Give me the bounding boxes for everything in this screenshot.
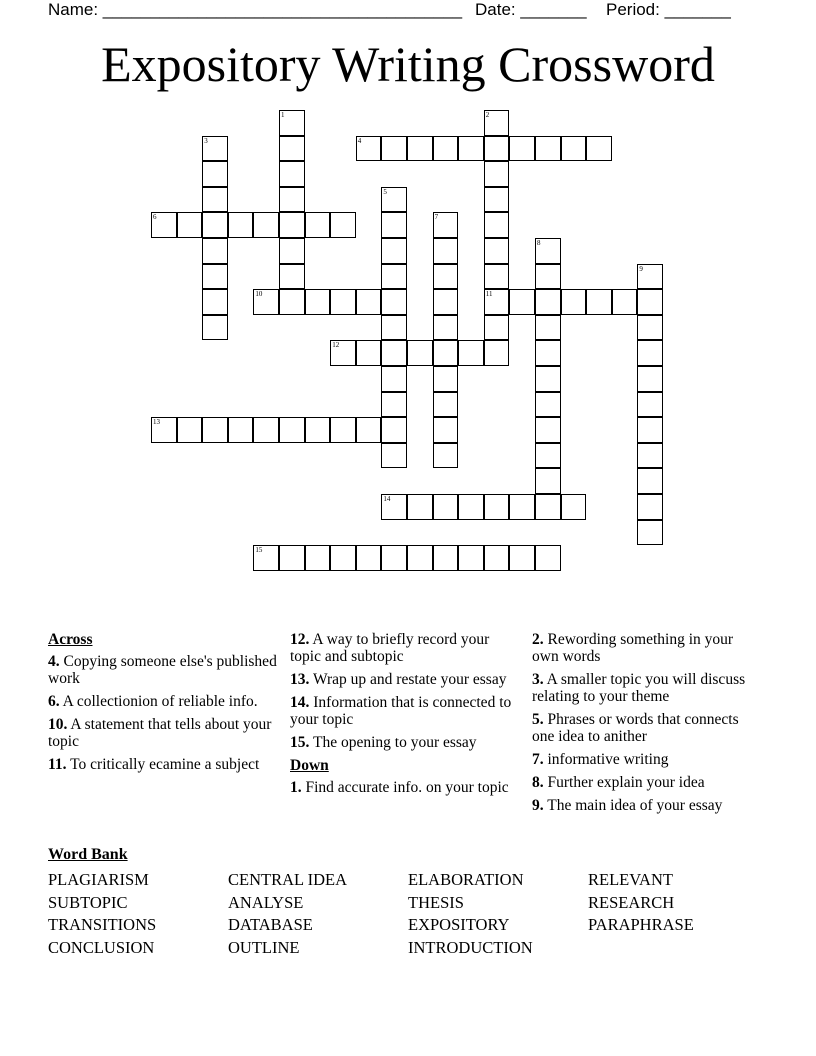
crossword-cell[interactable] [509,136,535,162]
crossword-cell[interactable] [535,417,561,443]
crossword-cell[interactable] [279,212,305,238]
crossword-cell[interactable] [484,289,510,315]
crossword-cell[interactable] [433,443,459,469]
crossword-cell[interactable] [253,212,279,238]
crossword-cell[interactable] [356,136,382,162]
crossword-cell[interactable] [484,187,510,213]
crossword-cell[interactable] [279,264,305,290]
crossword-cell[interactable] [586,136,612,162]
crossword-cell[interactable] [484,545,510,571]
clue-down-9: 9. The main idea of your essay [532,797,723,814]
crossword-cell[interactable] [637,340,663,366]
crossword-cell[interactable] [356,545,382,571]
crossword-cell[interactable] [484,264,510,290]
clue-number: 12 [332,341,340,350]
clue-number: 9 [639,264,643,273]
crossword-cell[interactable] [458,494,484,520]
crossword-cell[interactable] [637,443,663,469]
crossword-cell[interactable] [433,238,459,264]
crossword-cell[interactable] [305,417,331,443]
crossword-cell[interactable] [279,545,305,571]
clue-across-15: 15. The opening to your essay [290,734,477,751]
crossword-cell[interactable] [305,545,331,571]
crossword-cell[interactable] [356,340,382,366]
crossword-cell[interactable] [381,392,407,418]
crossword-cell[interactable] [433,289,459,315]
crossword-cell[interactable] [330,417,356,443]
crossword-cell[interactable] [535,443,561,469]
crossword-cell[interactable] [535,136,561,162]
crossword-cell[interactable] [381,315,407,341]
crossword-cell[interactable] [484,161,510,187]
crossword-cell[interactable] [381,494,407,520]
crossword-cell[interactable] [637,264,663,290]
crossword-cell[interactable] [381,212,407,238]
crossword-cell[interactable] [279,161,305,187]
crossword-cell[interactable] [535,545,561,571]
date-field[interactable]: Date: _______ [475,0,587,19]
crossword-cell[interactable] [433,545,459,571]
crossword-cell[interactable] [535,494,561,520]
clue-number: 10 [255,290,263,299]
crossword-cell[interactable] [151,417,177,443]
clue-down-1: 1. Find accurate info. on your topic [290,779,509,796]
clue-number: 11 [485,290,493,299]
crossword-cell[interactable] [305,289,331,315]
crossword-cell[interactable] [509,545,535,571]
crossword-cell[interactable] [637,392,663,418]
clue-across-12: 12. A way to briefly record your topic and subtopic [290,631,490,665]
word-bank-item: CENTRAL IDEA [228,870,347,889]
crossword-cell[interactable] [279,289,305,315]
crossword-cell[interactable] [279,136,305,162]
crossword-cell[interactable] [381,443,407,469]
crossword-cell[interactable] [586,289,612,315]
crossword-cell[interactable] [637,494,663,520]
crossword-cell[interactable] [177,417,203,443]
crossword-cell[interactable] [433,494,459,520]
clue-down-8: 8. Further explain your idea [532,774,705,791]
crossword-cell[interactable] [202,187,228,213]
crossword-cell[interactable] [637,417,663,443]
word-bank-heading: Word Bank [48,846,128,863]
word-bank-item: INTRODUCTION [408,937,533,957]
crossword-cell[interactable] [535,238,561,264]
clue-across-10: 10. A statement that tells about your topic [48,716,272,750]
crossword-cell[interactable] [561,136,587,162]
crossword-cell[interactable] [509,289,535,315]
clue-across-6: 6. A collectionion of reliable info. [48,693,258,710]
crossword-cell[interactable] [202,289,228,315]
crossword-cell[interactable] [535,392,561,418]
clue-down-7: 7. informative writing [532,751,669,768]
crossword-cell[interactable] [637,520,663,546]
clue-number: 7 [434,213,439,222]
clues-column-1 [48,631,280,779]
crossword-cell[interactable] [381,289,407,315]
clue-number: 14 [383,495,391,503]
crossword-cell[interactable] [484,238,510,264]
crossword-cell[interactable] [535,315,561,341]
clue-number: 2 [485,111,490,119]
word-bank [48,869,768,959]
clue-across-11: 11. To critically ecamine a subject [48,756,260,773]
crossword-cell[interactable] [330,289,356,315]
crossword-cell[interactable] [202,161,228,187]
word-bank-item: SUBTOPIC [48,892,128,912]
word-bank-item: EXPOSITORY [408,915,510,935]
crossword-cell[interactable] [433,417,459,443]
crossword-cell[interactable] [202,238,228,264]
word-bank-item: PLAGIARISM [48,870,149,889]
crossword-cell[interactable] [202,264,228,290]
crossword-cell[interactable] [561,289,587,315]
crossword-cell[interactable] [381,238,407,264]
clue-down-2: 2. Rewording something in your own words [532,631,734,665]
crossword-cell[interactable] [637,315,663,341]
crossword-cell[interactable] [433,366,459,392]
crossword-cell[interactable] [228,212,254,238]
word-bank-item: RESEARCH [588,892,675,912]
crossword-cell[interactable] [253,417,279,443]
crossword-cell[interactable] [433,264,459,290]
crossword-cell[interactable] [535,264,561,290]
clue-number: 3 [204,136,208,145]
crossword-cell[interactable] [535,366,561,392]
crossword-cell[interactable] [253,289,279,315]
crossword-cell[interactable] [407,545,433,571]
crossword-cell[interactable] [279,417,305,443]
clue-number: 13 [153,418,160,427]
crossword-cell[interactable] [381,366,407,392]
word-bank-item: ELABORATION [408,870,524,889]
crossword-cell[interactable] [458,340,484,366]
crossword-cell[interactable] [535,468,561,494]
clue-number: 6 [153,213,157,222]
crossword-cell[interactable] [202,417,228,443]
crossword-cell[interactable] [356,417,382,443]
crossword-cell[interactable] [279,187,305,213]
crossword-cell[interactable] [407,136,433,162]
word-bank-item: CONCLUSION [48,937,155,957]
crossword-cell[interactable] [433,212,459,238]
crossword-cell[interactable] [484,315,510,341]
clue-number: 4 [357,136,362,145]
word-bank-item: OUTLINE [228,937,300,957]
word-bank-item: PARAPHRASE [588,915,694,935]
period-field[interactable]: Period: _______ [606,0,731,19]
crossword-cell[interactable] [433,340,459,366]
word-bank-item: DATABASE [228,915,313,935]
crossword-cell[interactable] [535,340,561,366]
clues-column-2 [290,631,516,802]
crossword-cell[interactable] [381,340,407,366]
crossword-cell[interactable] [484,494,510,520]
crossword-cell[interactable] [202,212,228,238]
word-bank-item: TRANSITIONS [48,915,157,935]
crossword-cell[interactable] [356,289,382,315]
crossword-cell[interactable] [433,392,459,418]
crossword-cell[interactable] [202,136,228,162]
crossword-cell[interactable] [484,110,510,136]
crossword-cell[interactable] [535,289,561,315]
crossword-cell[interactable] [637,366,663,392]
clue-down-3: 3. A smaller topic you will discuss relating to your theme [532,671,746,705]
crossword-cell[interactable] [330,340,356,366]
crossword-cell[interactable] [305,212,331,238]
clue-down-5: 5. Phrases or words that connects one idea to anither [532,711,739,745]
clue-number: 1 [281,111,285,119]
crossword-cell[interactable] [484,212,510,238]
crossword-cell[interactable] [637,289,663,315]
crossword-cell[interactable] [151,212,177,238]
word-bank-item: THESIS [408,892,464,912]
clue-number: 15 [255,546,263,555]
crossword-cell[interactable] [561,494,587,520]
page-title: Expository Writing Crossword [101,36,715,92]
clue-across-13: 13. Wrap up and restate your essay [290,671,507,688]
crossword-cell[interactable] [330,545,356,571]
crossword-cell[interactable] [381,264,407,290]
crossword-cell[interactable] [279,238,305,264]
crossword-cell[interactable] [381,545,407,571]
crossword-cell[interactable] [407,494,433,520]
crossword-cell[interactable] [202,315,228,341]
across-heading: Across [48,631,93,648]
clue-number: 8 [537,239,541,247]
word-bank-item: RELEVANT [588,870,673,889]
crossword-cell[interactable] [279,110,305,136]
crossword-cell[interactable] [253,545,279,571]
crossword-cell[interactable] [433,315,459,341]
crossword-cell[interactable] [433,136,459,162]
crossword-cell[interactable] [458,545,484,571]
crossword-cell[interactable] [228,417,254,443]
clue-across-4: 4. Copying someone else's published work [48,653,277,687]
clue-number: 5 [383,187,387,196]
crossword-cell[interactable] [637,468,663,494]
clue-across-14: 14. Information that is connected to your topic [290,694,512,728]
crossword-cell[interactable] [484,136,510,162]
crossword-cell[interactable] [381,417,407,443]
crossword-cell[interactable] [330,212,356,238]
crossword-cell[interactable] [407,340,433,366]
down-heading: Down [290,757,329,774]
word-bank-item: ANALYSE [228,892,304,912]
crossword-cell[interactable] [381,136,407,162]
name-field[interactable]: Name: ______________________________________ [48,0,463,19]
crossword-cell[interactable] [612,289,638,315]
clues-column-3 [532,631,762,820]
crossword-cell[interactable] [381,187,407,213]
crossword-cell[interactable] [484,340,510,366]
crossword-cell[interactable] [509,494,535,520]
crossword-cell[interactable] [177,212,203,238]
crossword-cell[interactable] [458,136,484,162]
